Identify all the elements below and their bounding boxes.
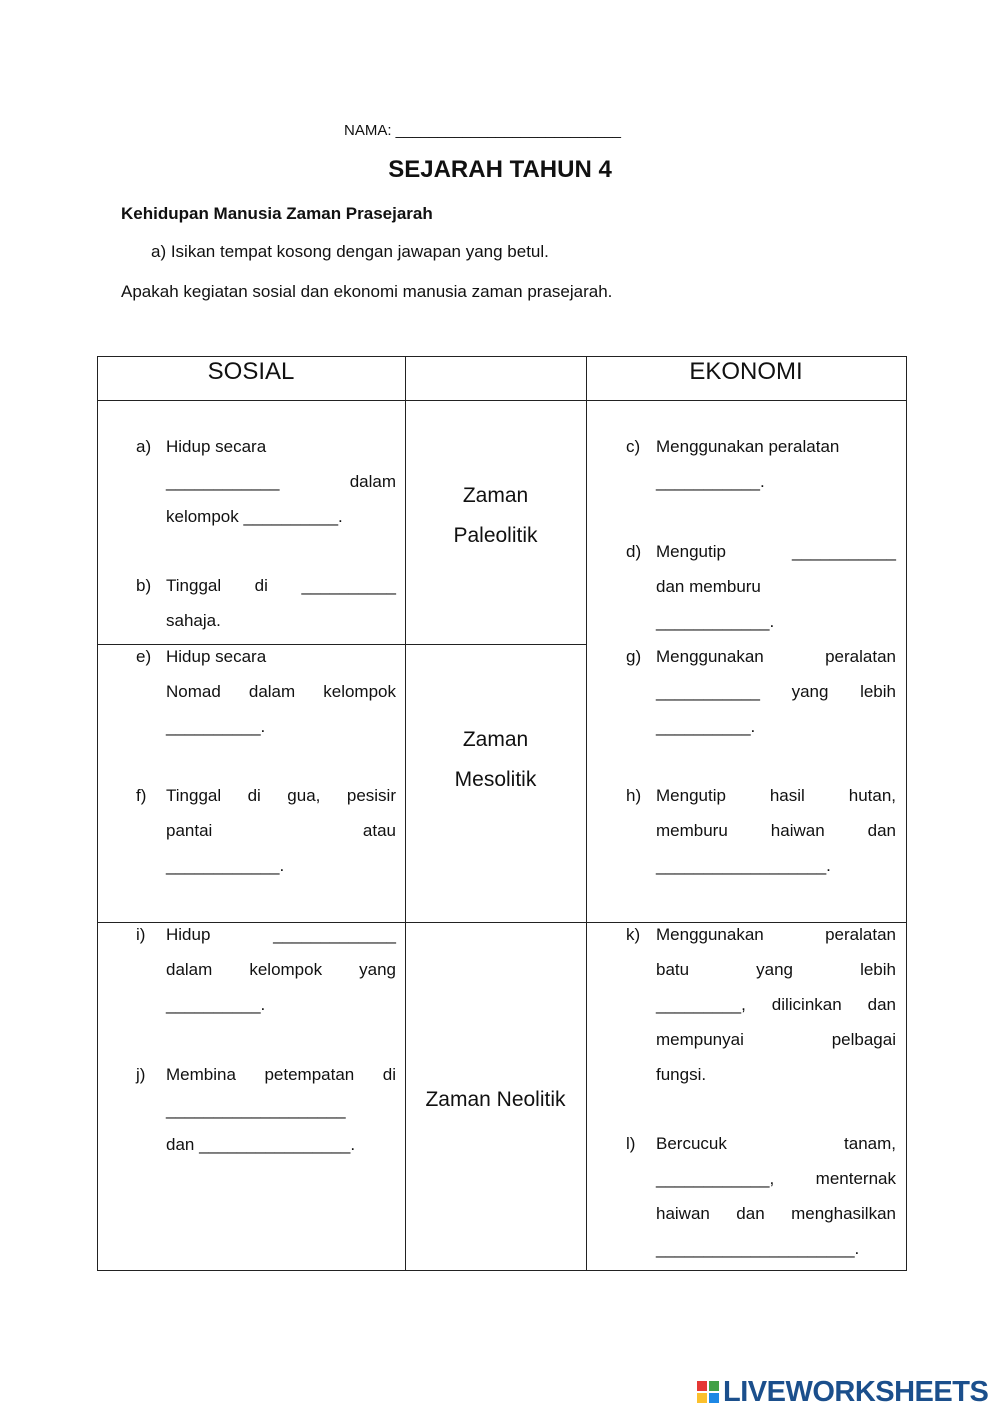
liveworksheets-logo-icon (697, 1381, 719, 1403)
column-header-sosial: SOSIAL (207, 358, 295, 385)
zaman-mesolitik-line2: Mesolitik (454, 768, 537, 791)
table-border-bottom (97, 1270, 907, 1271)
zaman-mesolitik-label (405, 720, 586, 800)
item-line: Tinggal di gua, pesisir (166, 786, 396, 805)
item-line: Bercucuk tanam, (656, 1134, 896, 1153)
item-line: Hidup secara (166, 437, 267, 456)
item-line: dan memburu (656, 577, 761, 596)
blank-line[interactable]: __________. (166, 717, 266, 736)
blank-line[interactable]: Mengutip ___________ (656, 542, 896, 561)
blank-line[interactable]: __________. (166, 995, 266, 1014)
zaman-neolitik-line1: Zaman Neolitik (425, 1088, 566, 1111)
ekonomi-item-c (626, 429, 896, 499)
item-line: mempunyai pelbagai (656, 1030, 896, 1049)
blank-line[interactable]: _________, dilicinkan dan (656, 995, 896, 1014)
item-label: g) (626, 647, 642, 666)
blank-line[interactable]: ____________. (166, 856, 285, 875)
item-label: a) (136, 437, 152, 456)
item-label: f) (136, 786, 147, 805)
blank-line[interactable]: _____________________. (656, 1239, 860, 1258)
blank-line[interactable]: ___________ yang lebih (656, 682, 896, 701)
ekonomi-item-k (626, 917, 896, 1092)
sosial-item-b (136, 568, 396, 638)
blank-line[interactable]: kelompok __________. (166, 507, 343, 526)
blank-line[interactable]: ___________. (656, 472, 765, 491)
blank-line[interactable]: dan ________________. (166, 1135, 356, 1154)
item-line: haiwan dan menghasilkan (656, 1204, 896, 1223)
item-line: Hidup secara (166, 647, 267, 666)
page-title: SEJARAH TAHUN 4 (388, 156, 612, 183)
blank-line[interactable]: ____________ dalam (166, 472, 396, 491)
item-label: b) (136, 576, 152, 595)
item-label: d) (626, 542, 642, 561)
zaman-neolitik-label (405, 1080, 586, 1120)
sosial-item-i (136, 917, 396, 1022)
sosial-item-a (136, 429, 396, 534)
liveworksheets-logo-text: LIVEWORKSHEETS (723, 1376, 989, 1408)
table-border-left (97, 356, 98, 1271)
table-border-right (906, 356, 907, 1271)
blank-line[interactable]: Tinggal di __________ (166, 576, 396, 595)
item-label: i) (136, 925, 146, 944)
zaman-paleolitik-line1: Zaman (462, 484, 529, 507)
item-line: batu yang lebih (656, 960, 896, 979)
sosial-item-f (136, 778, 396, 883)
item-line: Mengutip hasil hutan, (656, 786, 896, 805)
blank-line[interactable]: ____________. (656, 612, 775, 631)
item-line: Nomad dalam kelompok (166, 682, 396, 701)
ekonomi-item-g (626, 639, 896, 744)
item-line: Membina petempatan di (166, 1065, 396, 1084)
sosial-item-e (136, 639, 396, 744)
blank-line[interactable]: ____________, menternak (656, 1169, 896, 1188)
ekonomi-item-h (626, 778, 896, 883)
item-label: h) (626, 786, 642, 805)
item-label: j) (136, 1065, 146, 1084)
item-label: l) (626, 1134, 636, 1153)
name-field-label[interactable]: NAMA: ___________________________ (344, 122, 621, 139)
item-label: k) (626, 925, 641, 944)
item-label: c) (626, 437, 641, 456)
sosial-item-j (136, 1057, 396, 1162)
item-line: pantai atau (166, 821, 396, 840)
item-line: sahaja. (166, 611, 221, 630)
zaman-mesolitik-line1: Zaman (462, 728, 529, 751)
item-line: Menggunakan peralatan (656, 925, 896, 944)
column-header-ekonomi: EKONOMI (689, 358, 803, 385)
blank-line[interactable]: Hidup _____________ (166, 925, 396, 944)
table-header-divider (97, 400, 907, 401)
liveworksheets-logo[interactable] (697, 1376, 988, 1409)
section-subtitle: Kehidupan Manusia Zaman Prasejarah (121, 204, 433, 223)
item-line: Menggunakan peralatan (656, 437, 840, 456)
column-divider-2 (586, 356, 587, 1271)
blank-line[interactable]: __________. (656, 717, 756, 736)
zaman-paleolitik-label (405, 476, 586, 556)
blank-line[interactable]: __________________. (656, 856, 831, 875)
instruction-text: a) Isikan tempat kosong dengan jawapan yang betul. (151, 242, 549, 261)
ekonomi-item-l (626, 1126, 896, 1266)
item-label: e) (136, 647, 152, 666)
item-line: Menggunakan peralatan (656, 647, 896, 666)
table-border-top (97, 356, 907, 357)
zaman-paleolitik-line2: Paleolitik (453, 524, 538, 547)
question-text: Apakah kegiatan sosial dan ekonomi manusia zaman prasejarah. (121, 282, 613, 301)
ekonomi-item-d (626, 534, 896, 639)
item-line: memburu haiwan dan (656, 821, 896, 840)
item-line: dalam kelompok yang (166, 960, 396, 979)
item-line: fungsi. (656, 1065, 707, 1084)
blank-line[interactable]: ___________________ (166, 1100, 346, 1119)
